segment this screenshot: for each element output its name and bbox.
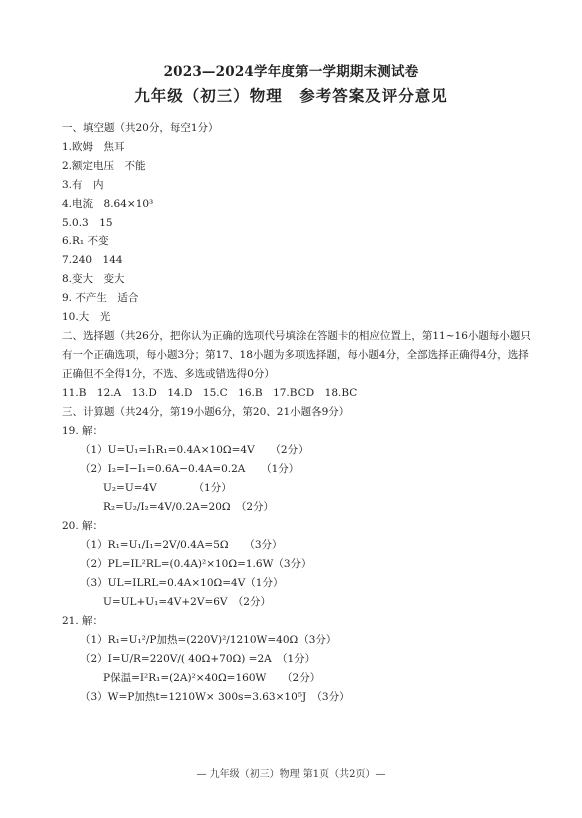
q21-step: （2）I=U/R=220V/( 40Ω+70Ω) =2A （1分）: [80, 653, 316, 665]
q21-step: （3）W=P加热t=1210W× 300s=3.63×10⁵J （3分）: [80, 691, 350, 703]
q20-step: U=UL+U₁=4V+2V=6V （2分）: [103, 596, 271, 608]
section3-heading: 三、计算题（共24分，第19小题6分，第20、21小题各9分）: [62, 406, 350, 418]
fill-answer: 2.额定电压 不能: [62, 160, 146, 172]
q19-label: 19. 解：: [62, 425, 104, 437]
fill-answer: 4.电流 8.64×10³: [62, 198, 154, 210]
q20-step: （3）UL=ILRL=0.4A×10Ω=4V（1分）: [80, 577, 284, 589]
q20-label: 20. 解：: [62, 520, 104, 532]
q19-step: （2）I₂=I−I₁=0.6A−0.4A=0.2A （1分）: [80, 463, 300, 475]
q19-step: U₂=U=4V （1分）: [103, 482, 232, 494]
fill-answer: 3.有 内: [62, 179, 104, 191]
q19-step: R₂=U₂/I₂=4V/0.2A=20Ω （2分）: [103, 501, 275, 513]
fill-answer: 9. 不产生 适合: [62, 292, 139, 304]
fill-answer: 6.R₁ 不变: [62, 235, 109, 247]
fill-answer: 5.0.3 15: [62, 217, 113, 229]
choice-answers: 11.B 12.A 13.D 14.D 15.C 16.B 17.BCD 18.BC: [62, 387, 358, 399]
q21-step: P保温=I²R₁=(2A)²×40Ω=160W （2分）: [103, 672, 321, 684]
fill-answer: 10.大 光: [62, 311, 111, 323]
fill-answer: 8.变大 变大: [62, 273, 125, 285]
section2-heading: 二、选择题（共26分，把你认为正确的选项代号填涂在答题卡的相应位置上，第11~16小题每小题只有一个正确选项，每小题3分；第17、18小题为多项选择题，每小题4分，全部选择正确得4分，选择正确但不全得1分，不选、多选或错选得0分）: [62, 330, 531, 380]
q21-label: 21. 解：: [62, 615, 104, 627]
exam-subtitle: 九年级（初三）物理 参考答案及评分意见: [134, 86, 448, 105]
section1-heading: 一、填空题（共20分，每空1分）: [62, 122, 219, 134]
fill-answer: 1.欧姆 焦耳: [62, 141, 125, 153]
q20-step: （1）R₁=U₁/I₁=2V/0.4A=5Ω （3分）: [80, 539, 283, 551]
q21-step: （1）R₁=U₁²/P加热=(220V)²/1210W=40Ω（3分）: [80, 634, 337, 646]
page-footer: — 九年级（初三）物理 第1页（共2页）—: [196, 769, 386, 780]
q20-step: （2）PL=IL²RL=(0.4A)²×10Ω=1.6W（3分）: [80, 558, 312, 570]
exam-title: 2023—2024学年度第一学期期末测试卷: [163, 64, 419, 80]
q19-step: （1）U=U₁=I₁R₁=0.4A×10Ω=4V （2分）: [80, 444, 309, 456]
fill-answer: 7.240 144: [62, 254, 123, 266]
